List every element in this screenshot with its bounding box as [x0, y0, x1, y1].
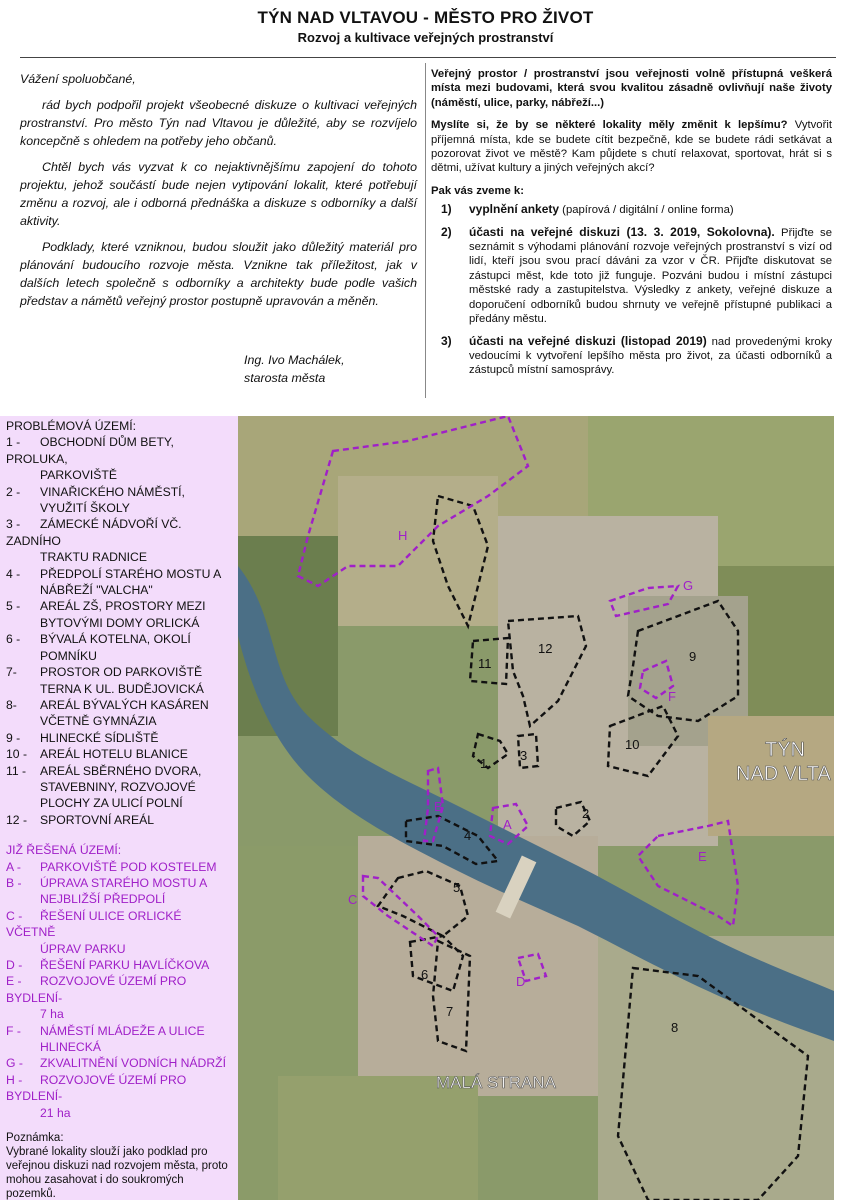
problem-item-text-cont: BYTOVÝMI DOMY ORLICKÁ	[40, 615, 200, 630]
problem-item-number: 6 -	[6, 632, 21, 647]
problem-item-line	[6, 484, 234, 500]
solved-item	[6, 859, 234, 875]
problem-item-line	[6, 434, 234, 467]
solved-item-number: C -	[6, 908, 23, 923]
problem-item-line	[6, 746, 234, 762]
solved-item-text-cont: ÚPRAV PARKU	[40, 941, 126, 956]
problem-item-text-cont: VYUŽITÍ ŠKOLY	[40, 501, 130, 516]
page-title: TÝN NAD VLTAVOU - MĚSTO PRO ŽIVOT	[257, 8, 594, 27]
problem-item-text: ZÁMECKÉ NÁDVOŘÍ VČ. ZADNÍHO	[6, 517, 182, 548]
problem-item	[6, 812, 234, 828]
field-area	[278, 1076, 478, 1200]
header-divider	[20, 57, 836, 58]
solved-item-number: E -	[6, 974, 22, 989]
solved-item-text: ZKVALITNĚNÍ VODNÍCH NÁDRŽÍ	[40, 1056, 226, 1071]
town-label-line-1: TÝN	[765, 739, 805, 761]
zone-label-12: 12	[538, 641, 553, 656]
step-heading: účasti na veřejné diskuzi (listopad 2019)	[469, 333, 707, 348]
problem-item	[6, 730, 234, 746]
step-text: Přijďte se seznámit s výhodami plánování rozvoje veřejných prostranství s vizí od lidí, kteří jsou svou prací dáváni za vzor v ČR. Přijďte diskutovat se zástupci měst, kde toto již funguje. Pozváni budou i místní zástupci městské rady a zastupitelstva. Výsledky z ankety, veřejné diskuze a doporučení odborníků budou shrnuty ve veřejně přístupné publikaci a předány městu.	[469, 226, 832, 326]
problem-item-text: PROSTOR OD PARKOVIŠTĚ	[40, 665, 203, 680]
solved-item-line	[6, 973, 234, 1006]
solved-item-line	[6, 1023, 234, 1039]
problem-item-line	[6, 664, 234, 680]
problem-item	[6, 516, 234, 565]
step-text: nad provedenými kroky vedoucími k vytvoření lepšího města pro život, za účasti odborníků a zástupců místní samosprávy.	[469, 335, 833, 377]
zone-label-7: 7	[446, 1004, 454, 1019]
problem-item	[6, 664, 234, 697]
problem-item-text: BÝVALÁ KOTELNA, OKOLÍ	[40, 632, 191, 647]
solved-item-line	[6, 957, 234, 973]
problem-item-line	[6, 812, 234, 828]
zone-label-E: E	[698, 849, 707, 864]
signature-name: Ing. Ivo Machálek,	[244, 353, 345, 367]
note-text: Vybrané lokality slouží jako podklad pro veřejnou diskuzi nad rozvojem města, proto mohou zasahovat i do soukromých pozemků.	[6, 1146, 228, 1201]
solved-item-text: NÁMĚSTÍ MLÁDEŽE A ULICE	[40, 1023, 205, 1038]
zone-label-C: C	[348, 892, 358, 907]
problem-item-text: HLINECKÉ SÍDLIŠTĚ	[40, 730, 159, 745]
step-number: 3)	[441, 333, 452, 348]
problem-item-text: PŘEDPOLÍ STARÉHO MOSTU A	[40, 566, 222, 581]
step-number: 2)	[441, 224, 452, 239]
column-divider	[425, 63, 426, 398]
solved-item-text-cont: NEJBLIŽŠÍ PŘEDPOLÍ	[40, 892, 166, 907]
step-item	[431, 334, 832, 378]
problem-item-text: VINAŘICKÉHO NÁMĚSTÍ,	[40, 484, 185, 499]
problem-item-text-cont: STAVEBNINY, ROZVOJOVÉ	[40, 779, 196, 794]
problem-item-text-cont: PLOCHY ZA ULICÍ POLNÍ	[40, 796, 183, 811]
solved-item	[6, 973, 234, 1022]
solved-item-text: ŘEŠENÍ PARKU HAVLÍČKOVA	[40, 958, 210, 972]
step-text: (papírová / digitální / online forma)	[559, 204, 734, 217]
problem-item-text-cont: VČETNĚ GYMNÁZIA	[40, 714, 157, 729]
problem-item-number: 7-	[6, 665, 17, 680]
problem-item-number: 5 -	[6, 599, 21, 614]
solved-item-text-cont: 7 ha	[40, 1007, 64, 1022]
solved-item-line	[6, 859, 234, 875]
problem-areas-list	[6, 434, 234, 828]
zone-label-1: 1	[480, 756, 488, 771]
step-item	[431, 202, 832, 217]
solved-item-text: ROZVOJOVÉ ÚZEMÍ PRO BYDLENÍ-	[6, 1072, 187, 1104]
problem-item-line	[6, 516, 234, 549]
solved-item-line	[6, 875, 234, 891]
problem-item-text-cont: TERNA K UL. BUDĚJOVICKÁ	[40, 681, 204, 696]
question-bold: Myslíte si, že by se některé lokality měly změnit k lepšímu?	[431, 119, 788, 132]
solved-item	[6, 1055, 234, 1071]
problem-item	[6, 631, 234, 664]
zone-label-3: 3	[520, 748, 528, 763]
problem-item-number: 8-	[6, 697, 17, 712]
zone-label-G: G	[683, 578, 694, 593]
letter-signature	[244, 351, 345, 387]
solved-areas-title: JIŽ ŘEŠENÁ ÚZEMÍ:	[6, 843, 122, 858]
zone-label-5: 5	[453, 880, 461, 895]
step-heading: účasti na veřejné diskuzi (13. 3. 2019, Sokolovna).	[469, 224, 775, 239]
problem-areas-title: PROBLÉMOVÁ ÚZEMÍ:	[6, 419, 137, 433]
problem-item-number: 4 -	[6, 566, 21, 581]
zone-label-9: 9	[689, 649, 697, 664]
solved-item-line	[6, 908, 234, 941]
problem-item-number: 11 -	[6, 763, 27, 778]
solved-item-number: D -	[6, 958, 23, 972]
problem-item-text: AREÁL ZŠ, PROSTORY MEZI	[40, 599, 206, 614]
solved-item-number: A -	[6, 859, 21, 874]
problem-item-text: OBCHODNÍ DŮM BETY, PROLUKA,	[6, 435, 174, 466]
zone-label-6: 6	[421, 967, 429, 982]
step-number: 1)	[441, 202, 452, 217]
signature-role: starosta města	[244, 371, 326, 385]
problem-item-line	[6, 763, 234, 779]
legend-note	[6, 1131, 234, 1201]
letter-greeting: Vážení spoluobčané,	[20, 72, 136, 86]
problem-item-line	[6, 598, 234, 614]
problem-item	[6, 763, 234, 812]
problem-item-text-cont: NÁBŘEŽÍ "VALCHA"	[40, 583, 153, 598]
solved-item	[6, 1023, 234, 1056]
info-question	[431, 118, 832, 176]
info-column	[431, 67, 832, 385]
letter-paragraph-1: rád bych podpořil projekt všeobecné diskuze o kultivaci veřejných prostranství. Pro město Týn nad Vltavou je důležité, aby se rozvíjelo koncepčně s ohledem na potřeby jeho občanů.	[20, 98, 417, 148]
zone-label-A: A	[503, 817, 512, 832]
problem-item-number: 9 -	[6, 730, 21, 745]
note-title: Poznámka:	[6, 1132, 64, 1145]
solved-item-number: H -	[6, 1072, 23, 1087]
problem-item-text: AREÁL BÝVALÝCH KASÁREN	[40, 697, 209, 712]
district-label: MALÁ STRANA	[436, 1073, 556, 1092]
solved-item-text-cont: HLINECKÁ	[40, 1040, 101, 1055]
mayor-letter	[20, 70, 417, 318]
solved-item-text: ŘEŠENÍ ULICE ORLICKÉ VČETNĚ	[6, 908, 182, 940]
map-legend	[0, 416, 238, 1200]
problem-item	[6, 697, 234, 730]
letter-paragraph-3: Podklady, které vzniknou, budou sloužit jako důležitý materiál pro plánování budoucího rozvoje města. Vznikne tak příležitost, jak v dalších letech společně s odborníky a architekty bude podle vašich představ a námětů veřejný prostor postupně upravován a měněn.	[20, 240, 417, 308]
problem-item-number: 3 -	[6, 517, 21, 532]
problem-item	[6, 598, 234, 631]
problem-item-line	[6, 730, 234, 746]
zone-label-11: 11	[478, 656, 492, 671]
problem-item-line	[6, 631, 234, 647]
zone-label-B: B	[434, 799, 443, 814]
problem-item-text-cont: TRAKTU RADNICE	[40, 550, 147, 565]
solved-item-text-cont: 21 ha	[40, 1105, 71, 1120]
problem-item-number: 1 -	[6, 435, 21, 450]
problem-item-line	[6, 697, 234, 713]
solved-item	[6, 1072, 234, 1121]
solved-item	[6, 908, 234, 957]
zone-label-8: 8	[671, 1020, 679, 1035]
letter-paragraph-2: Chtěl bych vás vyzvat k co nejaktivnějšímu zapojení do tohoto projektu, jehož součástí bude nejen vytipování lokalit, které potřebují změnu a rozvoj, ale i odborná přednáška a diskuze s odborníky a další aktivity.	[20, 160, 417, 228]
info-intro: Veřejný prostor / prostranství jsou veřejnosti volně přístupná veškerá místa mezi budovami, která svou kvalitou zásadně ovlivňují naše životy (náměstí, ulice, parky, nábřeží...)	[431, 68, 832, 109]
aerial-map	[238, 416, 834, 1200]
steps-list	[431, 202, 832, 377]
problem-item-line	[6, 566, 234, 582]
zone-label-10: 10	[625, 737, 640, 752]
solved-item-number: G -	[6, 1056, 23, 1071]
aerial-map-svg	[238, 416, 834, 1200]
problem-item-text-cont: POMNÍKU	[40, 648, 97, 663]
solved-item-text: ÚPRAVA STARÉHO MOSTU A	[40, 875, 208, 890]
problem-item-number: 10 -	[6, 747, 28, 762]
solved-item-line	[6, 1055, 234, 1071]
problem-item	[6, 566, 234, 599]
solved-item-line	[6, 1072, 234, 1105]
solved-item	[6, 875, 234, 908]
zone-label-2: 2	[582, 806, 590, 821]
solved-item-number: F -	[6, 1023, 21, 1038]
solved-areas-list	[6, 859, 234, 1122]
problem-item	[6, 746, 234, 762]
urban-area	[338, 476, 498, 626]
town-label-line-2: NAD VLTA	[736, 763, 831, 785]
step-item	[431, 225, 832, 327]
solved-item-text: PARKOVIŠTĚ POD KOSTELEM	[40, 859, 217, 874]
problem-item-text: AREÁL SBĚRNÉHO DVORA,	[40, 763, 202, 778]
problem-item-text-cont: PARKOVIŠTĚ	[40, 468, 117, 483]
zone-label-D: D	[516, 974, 526, 989]
problem-item-text: AREÁL HOTELU BLANICE	[40, 747, 188, 762]
zone-label-H: H	[398, 528, 408, 543]
zone-label-F: F	[668, 689, 676, 704]
problem-item-number: 2 -	[6, 484, 21, 499]
zone-label-4: 4	[464, 828, 472, 843]
step-heading: vyplnění ankety	[469, 202, 560, 217]
problem-item	[6, 484, 234, 517]
question-rest: Vytvořit příjemná místa, kde se budete cítit bezpečně, kde se budete rádi setkávat a pozorovat život ve městě? Kam půjdete s chutí relaxovat, sportovat, hrát si s dětmi, užívat kultury a jiných veřejných akcí?	[431, 119, 832, 175]
info-invite: Pak vás zveme k:	[431, 184, 524, 197]
solved-item-number: B -	[6, 875, 22, 890]
problem-item	[6, 434, 234, 483]
problem-item-text: SPORTOVNÍ AREÁL	[40, 812, 155, 827]
solved-item	[6, 957, 234, 973]
problem-item-number: 12 -	[6, 812, 28, 827]
page-subtitle: Rozvoj a kultivace veřejných prostranství	[297, 30, 554, 45]
solved-item-text: ROZVOJOVÉ ÚZEMÍ PRO BYDLENÍ-	[6, 974, 187, 1005]
